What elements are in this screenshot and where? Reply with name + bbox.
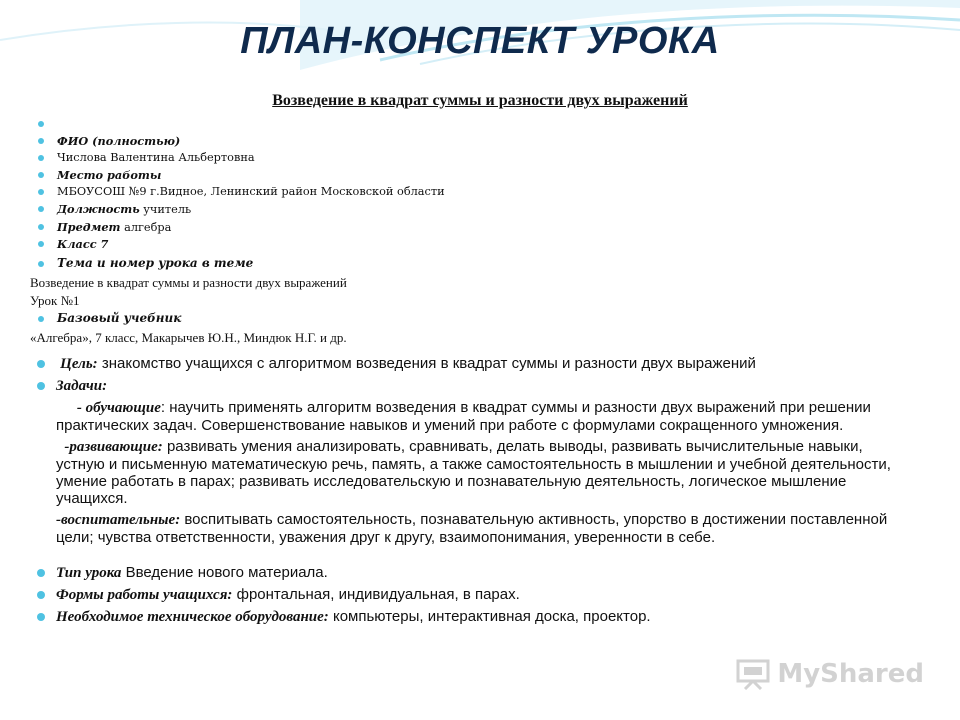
dev-task-label: -развивающие: — [64, 439, 163, 455]
upb-task — [0, 511, 920, 546]
work-forms-value: фронтальная, индивидуальная, в парах. — [232, 586, 520, 603]
lesson-type-value: Введение нового материала. — [121, 564, 328, 581]
dev-task — [0, 438, 920, 507]
upb-task-value: воспитывать самостоятельность, познавательную активность, упорство в достижении поставленной цели; чувства ответственности, уважения друг к другу, взаимопонимания, уверенности в себе. — [56, 511, 888, 546]
tasks-item — [0, 377, 920, 395]
position-item — [0, 201, 930, 219]
fio-label-item — [0, 133, 930, 151]
work-value: МБОУСОШ №9 г.Видное, Ленинский район Московской области — [57, 185, 445, 199]
equipment-value: компьютеры, интерактивная доска, проектор. — [328, 608, 651, 625]
position-label: Должность — [57, 201, 140, 216]
watermark-text: MyShared — [777, 659, 924, 689]
textbook-value: «Алгебра», 7 класс, Макарычев Ю.Н., Миндюк Н.Г. и др. — [30, 329, 347, 345]
textbook-label-item — [0, 309, 930, 328]
spacer — [0, 550, 920, 564]
dev-task-value: развивать умения анализировать, сравнивать, делать выводы, развивать вычислительные навыки, устную и письменную математическую речь, память, а также самостоятельность в мышлении и учебной деятельности, умение работать в парах; развивать исследовательскую и познавательную деятельность, логическое мышление учащихся. — [56, 438, 891, 507]
subject-value: алгебра — [120, 220, 172, 234]
work-label-item — [0, 167, 930, 185]
subject-item — [0, 219, 930, 237]
teacher-info-list — [0, 116, 930, 346]
lesson-type-label: Тип урока — [56, 565, 122, 581]
empty-bullet — [0, 116, 930, 133]
goal-value: знакомство учащихся с алгоритмом возведения в квадрат суммы и разности двух выражений — [97, 355, 756, 372]
class-item — [0, 236, 930, 254]
edu-task — [0, 399, 920, 434]
fio-value-item — [0, 150, 930, 167]
topic-label: Тема и номер урока в теме — [57, 255, 254, 270]
work-value-item — [0, 184, 930, 201]
goal-label: Цель: — [60, 356, 98, 372]
work-forms-item — [0, 586, 920, 604]
watermark — [735, 658, 924, 690]
equipment-label: Необходимое техническое оборудование: — [56, 609, 329, 625]
lesson-number: Урок №1 — [30, 292, 80, 308]
fio-label: ФИО (полностью) — [57, 133, 181, 148]
subject-label: Предмет — [57, 219, 121, 234]
upb-task-label: -воспитательные: — [56, 512, 181, 528]
topic-value: Возведение в квадрат суммы и разности двух выражений — [30, 274, 347, 290]
goals-list — [0, 355, 920, 630]
class-label: Класс 7 — [57, 237, 109, 252]
lesson-subtitle: Возведение в квадрат суммы и разности двух выражений — [272, 92, 688, 109]
position-value: учитель — [139, 202, 192, 216]
page-title: ПЛАН-КОНСПЕКТ УРОКА — [240, 20, 720, 62]
tasks-label: Задачи: — [56, 378, 108, 394]
topic-label-item — [0, 254, 930, 273]
work-label: Место работы — [57, 167, 162, 182]
work-forms-label: Формы работы учащихся: — [56, 587, 233, 603]
equipment-item — [0, 608, 920, 626]
edu-task-label: - обучающие — [76, 400, 161, 416]
fio-value: Числова Валентина Альбертовна — [57, 151, 255, 165]
lesson-type-item — [0, 564, 920, 582]
goal-item — [0, 355, 920, 373]
edu-task-value: : научить применять алгоритм возведения в квадрат суммы и разности двух выражений при решении практических задач. Совершенствование навыков и умений при работе с формулами сокращенного умножения. — [56, 399, 871, 434]
textbook-label: Базовый учебник — [57, 310, 182, 325]
presentation-board-icon — [735, 658, 771, 690]
